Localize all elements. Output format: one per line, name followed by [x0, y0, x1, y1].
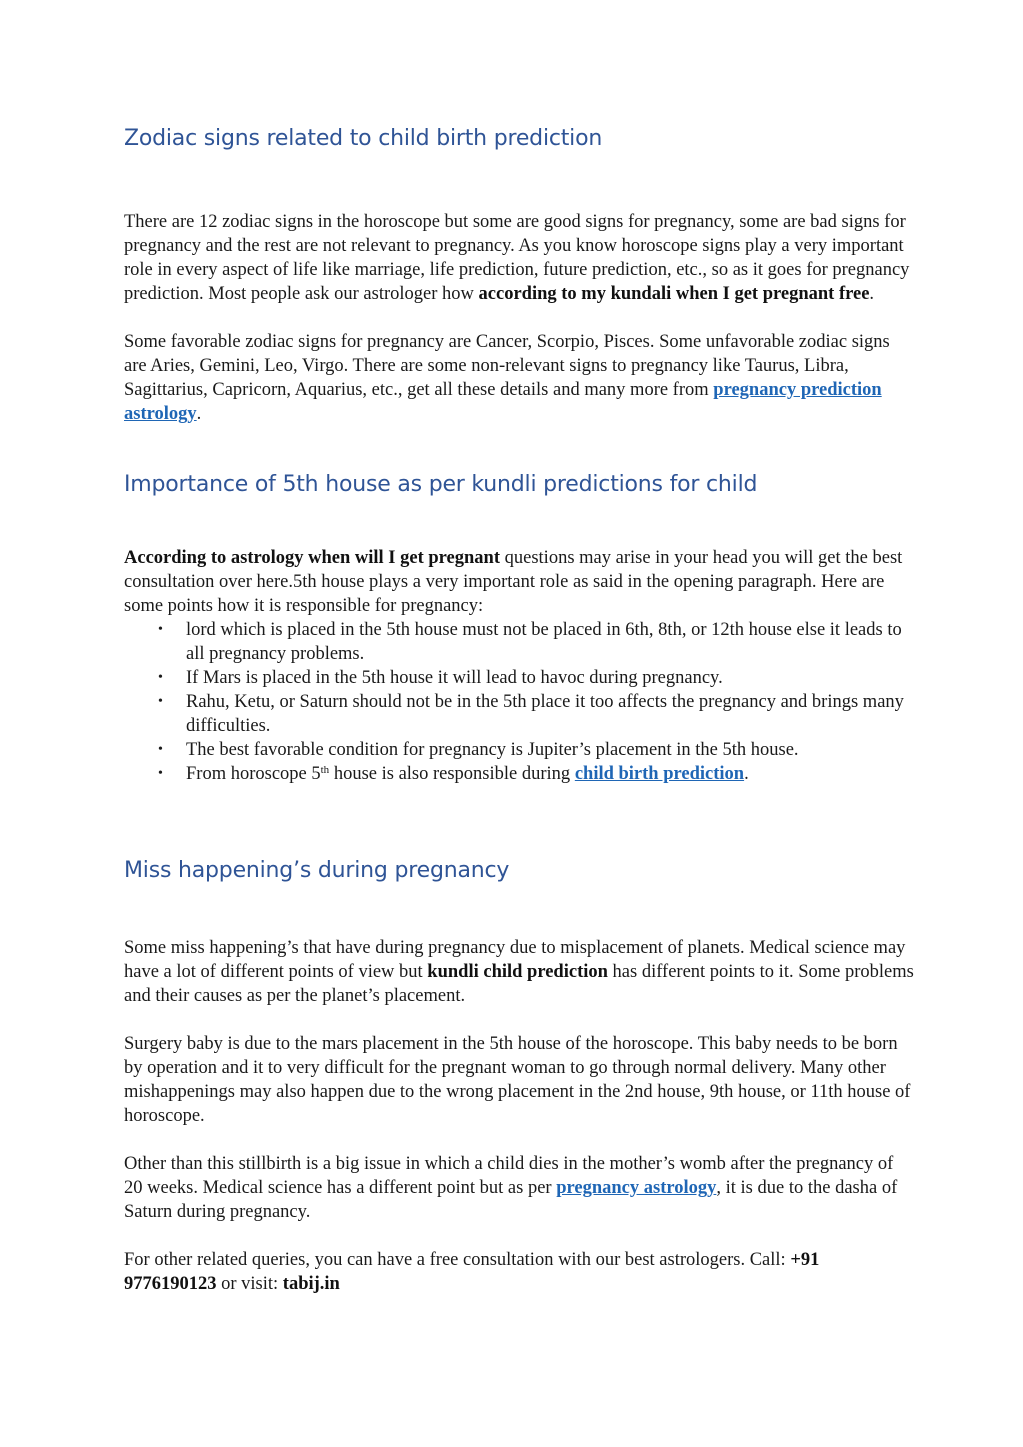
paragraph-zodiac-signs [124, 330, 914, 426]
paragraph-stillbirth [124, 1152, 914, 1224]
document-page [124, 124, 914, 1296]
bullet-icon: • [158, 622, 163, 637]
list-item-text: If Mars is placed in the 5th house it will lead to havoc during pregnancy. [186, 668, 723, 688]
pregnancy-astrology-link[interactable]: pregnancy astrology [556, 1178, 717, 1198]
paragraph-surgery-baby: Surgery baby is due to the mars placement in the 5th house of the horoscope. This baby needs to be born by operation and it to very difficult for the pregnant woman to go through normal delivery. Many other mishappenings may also happen due to the wrong placement in the 2nd house, 9th house, or 11th house of horoscope. [124, 1034, 911, 1126]
list-item-text: From horoscope 5 [186, 764, 321, 784]
list-item [124, 618, 914, 666]
list-item [124, 666, 914, 690]
bullet-icon: • [158, 742, 163, 757]
paragraph-contact [124, 1248, 914, 1296]
paragraph-text: Other than this stillbirth is a big issue in which a child dies in the mother’s womb after the pregnancy of 20 weeks. Medical science has a different point but as per [124, 1154, 894, 1198]
section-heading-miss-happenings: Miss happening’s during pregnancy [124, 858, 510, 883]
paragraph-text: , it is due to the dasha of Saturn during pregnancy. [124, 1178, 898, 1222]
list-item [124, 738, 914, 762]
bold-phrase: according to my kundali when I get pregnant free [478, 284, 870, 304]
bold-phrase: According to astrology when will I get pregnant [124, 548, 500, 568]
section-heading-5th-house: Importance of 5th house as per kundli predictions for child [124, 472, 758, 497]
paragraph-text: For other related queries, you can have a free consultation with our best astrologers. Call: [124, 1250, 791, 1270]
list-item-text: The best favorable condition for pregnancy is Jupiter’s placement in the 5th house. [186, 740, 799, 760]
bullet-icon: • [158, 670, 163, 685]
punctuation: . [196, 404, 202, 424]
paragraph-text: or visit: [216, 1274, 283, 1294]
paragraph-text: questions may arise in your head you will get the best consultation over here.5th house plays a very important role as said in the opening paragraph. Here are some points how it is responsible for pregnancy: [124, 548, 903, 616]
bullet-icon: • [158, 694, 163, 709]
list-item [124, 690, 914, 738]
paragraph-text: Some miss happening’s that have during pregnancy due to misplacement of planets. Medical science may have a lot of different points of view but [124, 938, 906, 982]
phone-number: +91 9776190123 [124, 1250, 820, 1294]
section-heading-zodiac: Zodiac signs related to child birth prediction [124, 126, 603, 151]
punctuation: . [869, 284, 875, 304]
paragraph-text: There are 12 zodiac signs in the horoscope but some are good signs for pregnancy, some are bad signs for pregnancy and the rest are not relevant to pregnancy. As you know horoscope signs play a very important role in every aspect of life like marriage, life prediction, future prediction, etc., so as it goes for pregnancy prediction. Most people ask our astrologer how [124, 212, 910, 304]
bullet-icon: • [158, 766, 163, 781]
paragraph-zodiac-intro [124, 210, 914, 306]
list-item-text: house is also responsible during [329, 764, 575, 784]
bold-phrase: kundli child prediction [427, 962, 608, 982]
paragraph-text: has different points to it. Some problems and their causes as per the planet’s placement. [124, 962, 914, 1006]
superscript: th [320, 764, 330, 776]
list-item-text: lord which is placed in the 5th house must not be placed in 6th, 8th, or 12th house else it leads to all pregnancy problems. [186, 620, 902, 664]
points-list [124, 618, 914, 786]
website-name: tabij.in [282, 1274, 340, 1294]
paragraph-text: Some favorable zodiac signs for pregnancy are Cancer, Scorpio, Pisces. Some unfavorable zodiac signs are Aries, Gemini, Leo, Virgo. There are some non-relevant signs to pregnancy like Taurus, Libra, Sagittarius, Capricorn, Aquarius, etc., get all these details and many more from [124, 332, 890, 400]
punctuation: . [744, 764, 749, 784]
list-item-text: Rahu, Ketu, or Saturn should not be in the 5th place it too affects the pregnancy and brings many difficulties. [186, 692, 904, 736]
paragraph-5th-house-intro [124, 546, 914, 618]
pregnancy-prediction-astrology-link[interactable]: pregnancy prediction astrology [124, 380, 882, 424]
paragraph-miss-happenings [124, 936, 914, 1008]
child-birth-prediction-link[interactable]: child birth prediction [574, 764, 745, 784]
list-item [124, 762, 914, 786]
